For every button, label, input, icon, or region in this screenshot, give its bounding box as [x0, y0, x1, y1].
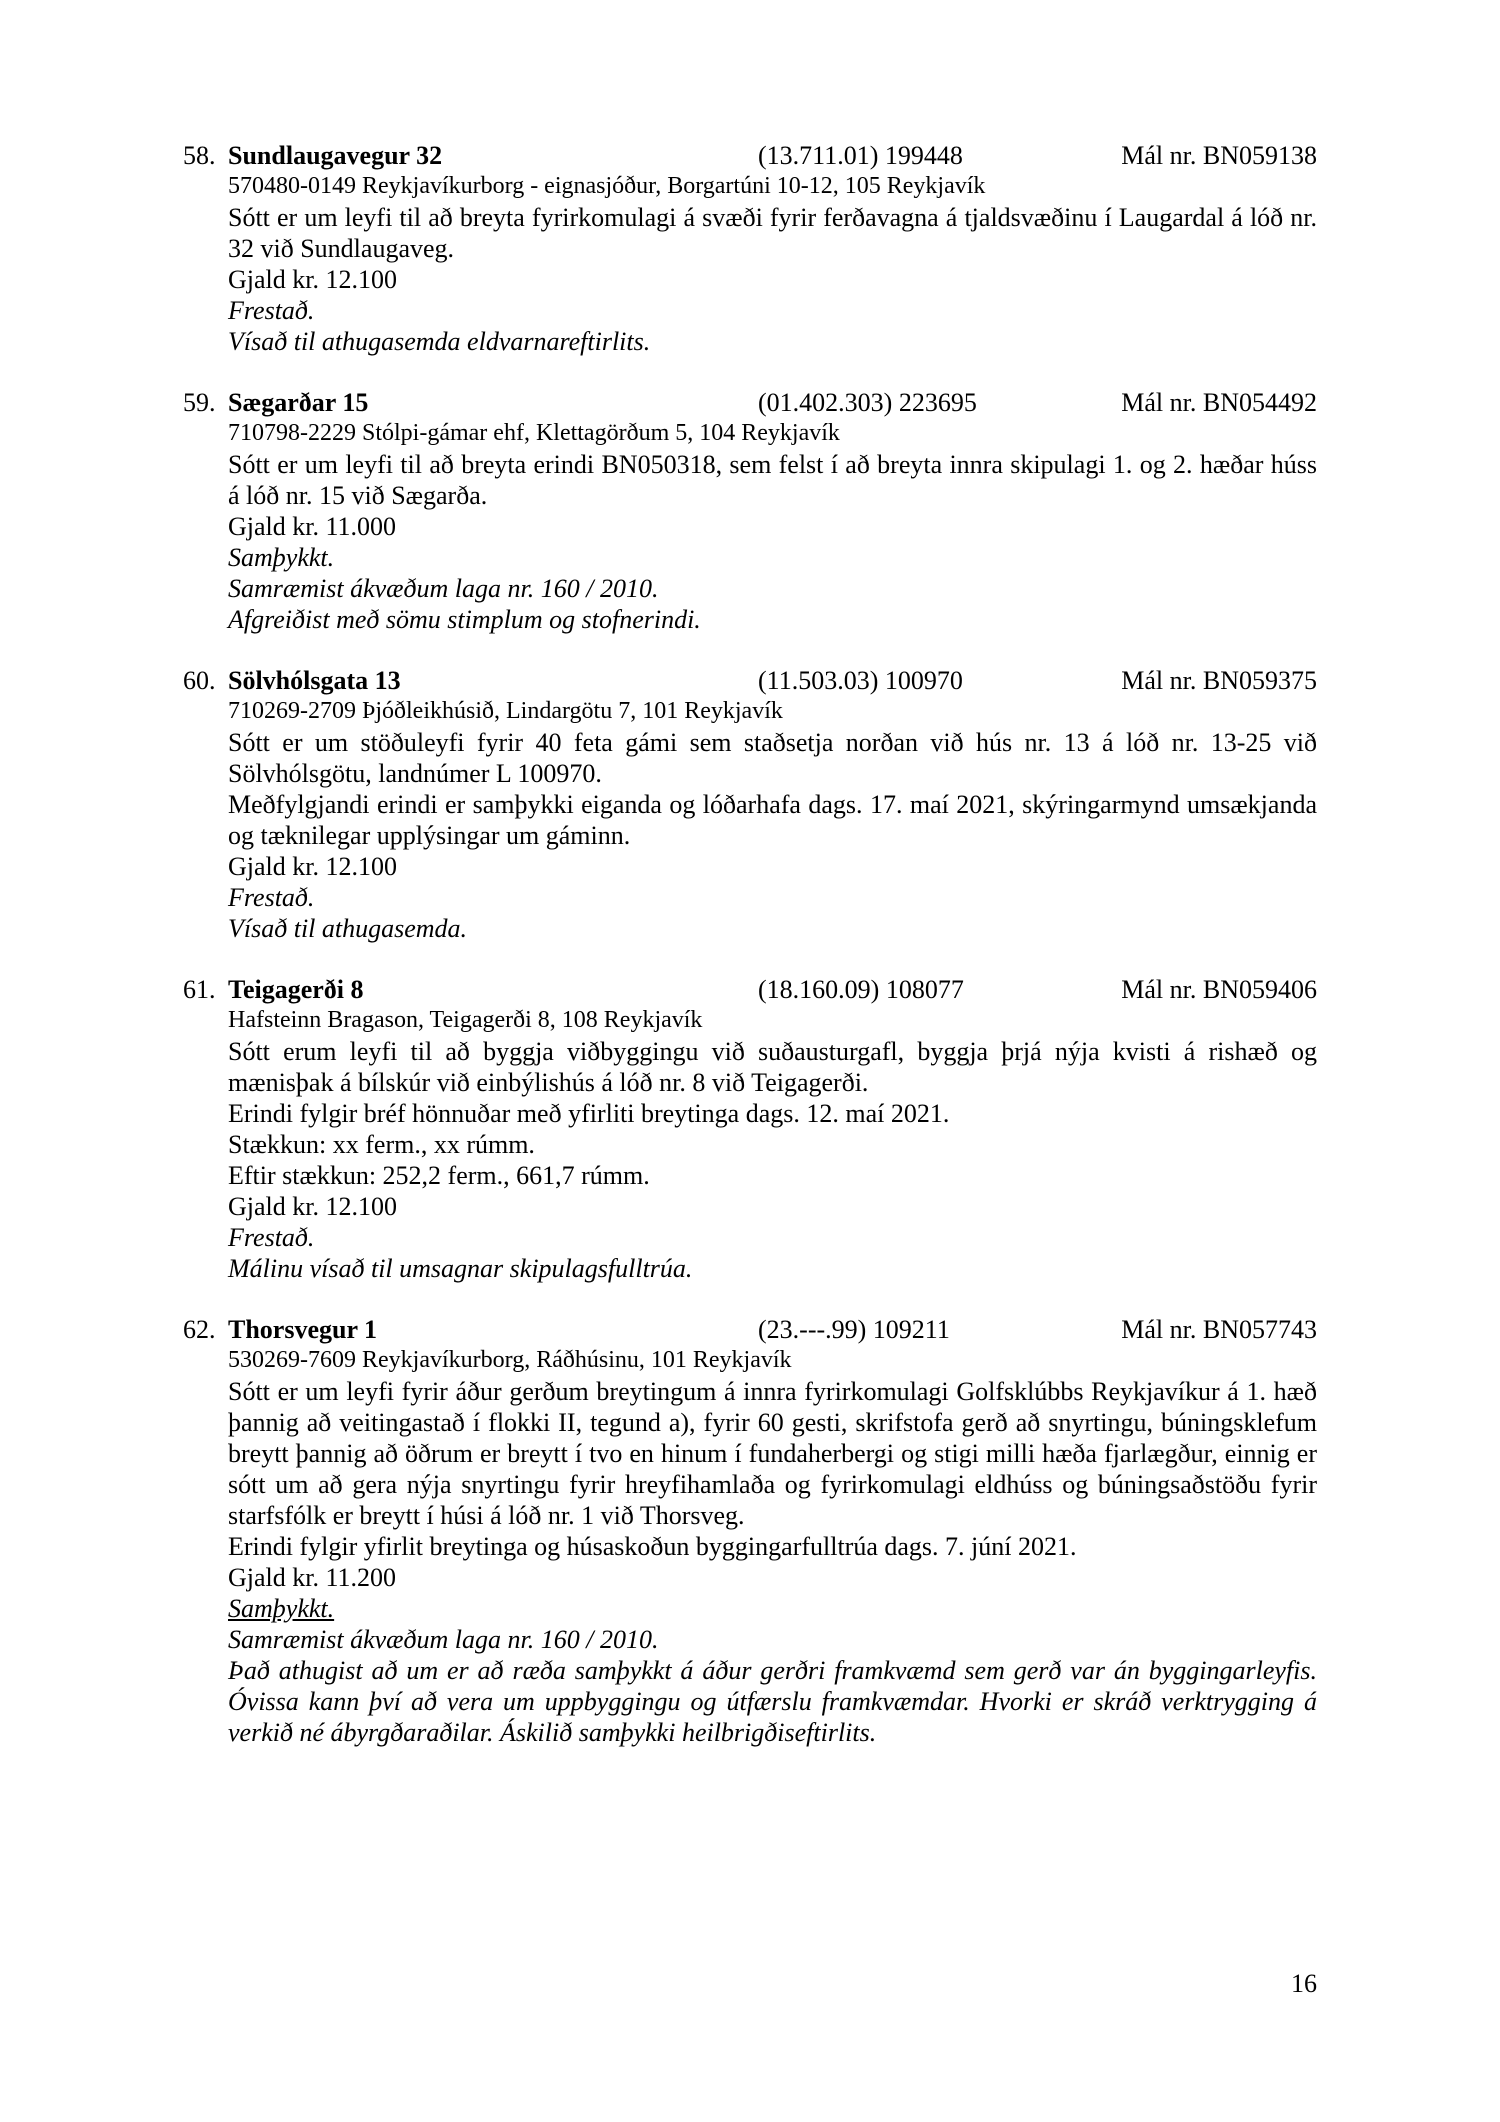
item-decision: Málinu vísað til umsagnar skipulagsfulltrúa. — [228, 1254, 693, 1283]
item-decision: Vísað til athugasemda. — [228, 914, 468, 943]
item-code: (01.402.303) 223695 — [758, 388, 977, 417]
item-decisions — [228, 882, 1317, 944]
item-title: Sölvhólsgata 13 — [228, 666, 401, 695]
item-paragraph: Sótt er um stöðuleyfi fyrir 40 feta gámi sem staðsetja norðan við hús nr. 13 á lóð nr. 13-25 við Sölvhólsgötu, landnúmer L 100970. — [228, 728, 1317, 788]
item-owner-line: 530269-7609 Reykjavíkurborg, Ráðhúsinu, 101 Reykjavík — [228, 1347, 792, 1373]
item-number: 60. — [183, 666, 216, 695]
item-case: Mál nr. BN059406 — [1121, 975, 1317, 1004]
item-header — [228, 1314, 1317, 1345]
item-fee: Gjald kr. 12.100 — [228, 1192, 397, 1221]
item-decision: Frestað. — [228, 1223, 315, 1252]
item-paragraphs — [228, 1376, 1317, 1562]
item-decision: Frestað. — [228, 883, 315, 912]
item-fee: Gjald kr. 11.200 — [228, 1563, 397, 1592]
item-code: (11.503.03) 100970 — [758, 666, 963, 695]
item-decision: Vísað til athugasemda eldvarnareftirlits. — [228, 327, 651, 356]
item-code: (18.160.09) 108077 — [758, 975, 964, 1004]
item-number: 61. — [183, 975, 216, 1004]
item-case: Mál nr. BN059138 — [1121, 141, 1317, 170]
item-owner-line: 570480-0149 Reykjavíkurborg - eignasjóður, Borgartúni 10-12, 105 Reykjavík — [228, 173, 986, 199]
item-header — [228, 974, 1317, 1005]
agenda-item — [183, 140, 1317, 357]
item-title: Teigagerði 8 — [228, 975, 364, 1004]
item-decision: Samræmist ákvæðum laga nr. 160 / 2010. — [228, 574, 659, 603]
item-paragraphs — [228, 1036, 1317, 1191]
item-header — [228, 665, 1317, 696]
item-code: (23.---.99) 109211 — [758, 1315, 950, 1344]
item-paragraph: Stækkun: xx ferm., xx rúmm. — [228, 1130, 535, 1159]
item-paragraph: Sótt erum leyfi til að byggja viðbyggingu við suðausturgafl, byggja þrjá nýja kvisti á rishæð og mænisþak á bílskúr við einbýlishús á lóð nr. 8 við Teigagerði. — [228, 1037, 1317, 1097]
item-paragraphs — [228, 202, 1317, 264]
item-owner-line: 710269-2709 Þjóðleikhúsið, Lindargötu 7, 101 Reykjavík — [228, 698, 783, 724]
item-paragraphs — [228, 727, 1317, 851]
agenda-item — [183, 1314, 1317, 1748]
item-fee: Gjald kr. 11.000 — [228, 512, 397, 541]
item-case: Mál nr. BN054492 — [1121, 388, 1317, 417]
item-decisions — [228, 1222, 1317, 1284]
agenda-item — [183, 387, 1317, 635]
item-decisions — [228, 542, 1317, 635]
item-paragraph: Erindi fylgir yfirlit breytinga og húsaskoðun byggingarfulltrúa dags. 7. júní 2021. — [228, 1532, 1077, 1561]
item-decision: Samþykkt. — [228, 1594, 335, 1623]
item-decision: Afgreiðist með sömu stimplum og stofnerindi. — [228, 605, 701, 634]
item-code: (13.711.01) 199448 — [758, 141, 963, 170]
item-decisions — [228, 295, 1317, 357]
item-paragraph: Erindi fylgir bréf hönnuðar með yfirliti breytinga dags. 12. maí 2021. — [228, 1099, 950, 1128]
item-decisions — [228, 1593, 1317, 1748]
page-number: 16 — [1291, 1969, 1317, 1998]
item-decision: Samræmist ákvæðum laga nr. 160 / 2010. — [228, 1625, 659, 1654]
item-title: Thorsvegur 1 — [228, 1315, 378, 1344]
item-fee: Gjald kr. 12.100 — [228, 265, 397, 294]
item-number: 58. — [183, 141, 216, 170]
agenda-item — [183, 665, 1317, 944]
item-paragraph: Eftir stækkun: 252,2 ferm., 661,7 rúmm. — [228, 1161, 650, 1190]
item-case: Mál nr. BN057743 — [1121, 1315, 1317, 1344]
item-paragraph: Sótt er um leyfi fyrir áður gerðum breytingum á innra fyrirkomulagi Golfsklúbbs Reykjavíkur á 1. hæð þannig að veitingastað í flokki II, tegund a), fyrir 60 gesti, skrifstofa gerð að snyrtingu, búningsklefum breytt þannig að öðrum er breytt í tvo en hinum í fundaherbergi og stigi milli hæða fjarlægður, einnig er sótt um að gera nýja snyrtingu fyrir hreyfihamlaða og fyrirkomulagi eldhúss og búningsaðstöðu fyrir starfsfólk er breytt í húsi á lóð nr. 1 við Thorsveg. — [228, 1377, 1317, 1530]
item-decision: Það athugist að um er að ræða samþykkt á áður gerðri framkvæmd sem gerð var án byggingarleyfis. Óvissa kann því að vera um uppbyggingu og útfærslu framkvæmdar. Hvorki er skráð verktrygging á verkið né ábyrgðaraðilar. Áskilið samþykki heilbrigðiseftirlits. — [228, 1656, 1317, 1747]
item-number: 59. — [183, 388, 216, 417]
item-owner-line: Hafsteinn Bragason, Teigagerði 8, 108 Reykjavík — [228, 1007, 703, 1033]
item-header — [228, 387, 1317, 418]
item-paragraph: Meðfylgjandi erindi er samþykki eiganda og lóðarhafa dags. 17. maí 2021, skýringarmynd umsækjanda og tæknilegar upplýsingar um gáminn. — [228, 790, 1317, 850]
agenda-item — [183, 974, 1317, 1284]
item-title: Sundlaugavegur 32 — [228, 141, 443, 170]
item-decision: Samþykkt. — [228, 543, 335, 572]
item-title: Sægarðar 15 — [228, 388, 369, 417]
agenda-list — [183, 140, 1317, 1778]
item-case: Mál nr. BN059375 — [1121, 666, 1317, 695]
item-paragraphs — [228, 449, 1317, 511]
item-paragraph: Sótt er um leyfi til að breyta erindi BN050318, sem felst í að breyta innra skipulagi 1. og 2. hæðar húss á lóð nr. 15 við Sægarða. — [228, 450, 1317, 510]
item-header — [228, 140, 1317, 171]
item-paragraph: Sótt er um leyfi til að breyta fyrirkomulagi á svæði fyrir ferðavagna á tjaldsvæðinu í Laugardal á lóð nr. 32 við Sundlaugaveg. — [228, 203, 1317, 263]
item-owner-line: 710798-2229 Stólpi-gámar ehf, Klettagörðum 5, 104 Reykjavík — [228, 420, 840, 446]
item-fee: Gjald kr. 12.100 — [228, 852, 397, 881]
item-number: 62. — [183, 1315, 216, 1344]
item-decision: Frestað. — [228, 296, 315, 325]
